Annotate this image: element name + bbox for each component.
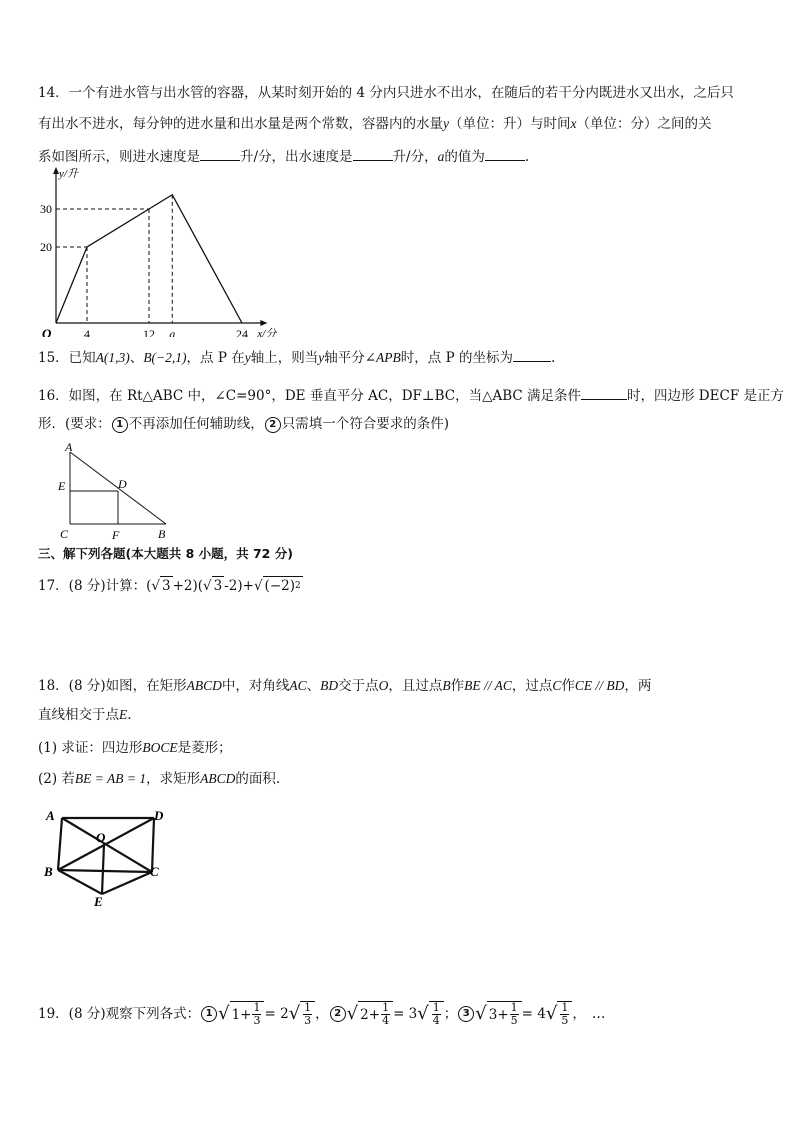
numerator: 1 xyxy=(304,1001,312,1014)
equation: BE = AB = 1 xyxy=(74,771,147,786)
sqrt-3: √ 3 xyxy=(203,577,223,594)
answer-blank-p[interactable] xyxy=(513,347,551,362)
separator: ； xyxy=(443,1006,458,1022)
q18-text: 18．(8 分)如图，在矩形 xyxy=(38,678,187,694)
q14-line-1 xyxy=(38,84,734,102)
var-y: y xyxy=(318,350,325,365)
q18-text: 是菱形； xyxy=(177,740,232,756)
q18-text: 直线相交于点 xyxy=(38,707,119,723)
answer-blank-condition[interactable] xyxy=(581,385,627,400)
expr-term: 2+ xyxy=(360,1006,381,1023)
q18-text: 作 xyxy=(561,678,575,694)
q17-text: +2)( xyxy=(172,577,203,594)
sqrt-3: √ 3 xyxy=(151,577,171,594)
q15-text: 15．已知 xyxy=(38,350,96,366)
diag-bd: BD xyxy=(320,678,339,693)
point-a: A(1,3) xyxy=(95,350,130,365)
var-x: x xyxy=(570,116,577,131)
q14-text: 有出水不进水，每分钟的进水量和出水量是两个常数，容器内的水量 xyxy=(38,116,443,132)
fraction xyxy=(510,1002,519,1027)
circled-number-3: 3 xyxy=(458,1006,474,1022)
q17-text: -2)+ xyxy=(224,577,254,594)
q16-text: 时，四边形 DECF 是正方 xyxy=(627,388,784,404)
section-header: 三、解下列各题(本大题共 8 小题，共 72 分) xyxy=(38,546,293,561)
q15-text: 轴上，则当 xyxy=(250,350,319,366)
denominator: 3 xyxy=(253,1014,261,1027)
q18-text: ，两 xyxy=(624,678,652,694)
var-a: a xyxy=(437,149,445,164)
segment-ce xyxy=(102,872,152,894)
q18-line-1 xyxy=(38,677,651,695)
q17-line xyxy=(38,576,303,595)
denominator: 3 xyxy=(304,1014,312,1027)
denominator: 4 xyxy=(382,1014,390,1027)
q18-part-1 xyxy=(38,739,232,757)
rectangle-rhombus-figure xyxy=(40,806,175,911)
circled-number-2: 2 xyxy=(265,417,281,433)
separator: ， xyxy=(315,1006,329,1022)
numerator: 1 xyxy=(510,1001,518,1014)
equals-coefficient: = 2 xyxy=(264,1006,289,1022)
y-tick-label: 30 xyxy=(40,202,52,216)
answer-blank-outflow[interactable] xyxy=(353,146,393,161)
x-axis-arrow xyxy=(260,320,267,326)
label-a: A xyxy=(65,440,73,454)
ellipsis: … xyxy=(591,1006,606,1022)
q18-line-2 xyxy=(38,706,132,724)
q14-line-2 xyxy=(38,115,712,133)
q19-text: 19．(8 分)观察下列各式： xyxy=(38,1006,201,1022)
q16-text: 形．(要求： xyxy=(38,416,111,432)
q16-text: 不再添加任何辅助线， xyxy=(128,416,264,432)
q16-text: 只需填一个符合要求的条件) xyxy=(281,416,450,432)
q18-text: ，过点 xyxy=(511,678,553,694)
var-y: y xyxy=(443,116,449,131)
label-b: B xyxy=(44,864,53,879)
q15-text: 轴平分 xyxy=(324,350,365,366)
equals-coefficient: = 3 xyxy=(393,1006,418,1022)
label-e: E xyxy=(58,479,66,493)
label-o: O xyxy=(96,830,106,845)
exponent: 2 xyxy=(294,581,301,591)
q16-line-2 xyxy=(38,415,449,433)
sqrt-fraction: √ $\frac{1}{3}$ xyxy=(289,1001,315,1027)
y-tick-label: 20 xyxy=(40,240,52,254)
x-tick-label: 12 xyxy=(143,327,155,337)
q17-text: 17．(8 分)计算：( xyxy=(38,577,152,594)
q14-text: 系如图所示，则进水速度是 xyxy=(38,149,200,165)
be-parallel-ac: BE // AC xyxy=(464,678,512,693)
fraction xyxy=(432,1002,441,1027)
q14-text: （单位：分）之间的关 xyxy=(576,116,712,132)
fraction xyxy=(381,1002,390,1027)
label-d: D xyxy=(118,477,127,491)
equals-coefficient: = 4 xyxy=(521,1006,546,1022)
fraction xyxy=(303,1002,312,1027)
q14-text: （单位：升）与时间 xyxy=(449,116,571,132)
sqrt-neg2-squared: √ (−2) 2 xyxy=(253,577,301,594)
q16-line-1 xyxy=(38,385,784,405)
circled-number-2: 2 xyxy=(330,1006,346,1022)
q14-text: 的值为 xyxy=(444,149,485,165)
label-a: A xyxy=(46,808,55,823)
numerator: 1 xyxy=(382,1001,390,1014)
q18-text: 作 xyxy=(450,678,465,694)
q14-text: 升/分，出水速度是 xyxy=(240,149,353,165)
fraction xyxy=(560,1002,569,1027)
radicand: 3 xyxy=(161,578,171,594)
q14-text: . xyxy=(524,149,530,165)
label-d: D xyxy=(154,808,164,823)
var-y: y xyxy=(244,350,251,365)
circled-number-1: 1 xyxy=(201,1006,217,1022)
point-e: E xyxy=(119,707,128,722)
point-c: C xyxy=(552,678,562,693)
diag-bd xyxy=(58,818,154,870)
radicand: (−2) xyxy=(264,578,295,594)
rect-abcd: ABCD xyxy=(186,678,222,693)
q18-text: (2) 若 xyxy=(38,771,75,787)
triangle-figure xyxy=(50,438,180,542)
q14-text: 升/分， xyxy=(392,149,438,165)
q18-text: ，求矩形 xyxy=(146,771,201,787)
answer-blank-a[interactable] xyxy=(485,146,525,161)
x-tick-label: a xyxy=(169,327,176,337)
numerator: 1 xyxy=(432,1001,440,1014)
sqrt-expression: √ 2+ $\frac{1}{4}$ xyxy=(347,1001,393,1027)
q18-text: ，且过点 xyxy=(388,678,443,694)
label-f: F xyxy=(112,528,120,542)
y-axis-label: y/升 xyxy=(59,168,78,180)
q14-line-3 xyxy=(38,146,529,166)
q15-text: ，点 P 在 xyxy=(186,350,245,366)
point-o: O xyxy=(378,678,389,693)
q14-text: 14．一个有进水管与出水管的容器，从某时刻开始的 4 分内只进水不出水，在随后的若干分内既进水又出水，之后只 xyxy=(38,85,734,101)
diag-ac: AC xyxy=(289,678,307,693)
numerator: 1 xyxy=(253,1001,261,1014)
point-b: B(−2,1) xyxy=(143,350,187,365)
ce-parallel-bd: CE // BD xyxy=(574,678,625,693)
q18-text: (1) 求证：四边形 xyxy=(38,740,143,756)
denominator: 5 xyxy=(561,1014,569,1027)
edge-cb xyxy=(58,870,152,872)
sqrt-expression: √ 1+ $\frac{1}{3}$ xyxy=(218,1001,264,1027)
separator: ， xyxy=(572,1006,586,1022)
sqrt-expression: √ 3+ $\frac{1}{5}$ xyxy=(475,1001,521,1027)
q18-text: 交于点 xyxy=(338,678,379,694)
denominator: 5 xyxy=(510,1014,518,1027)
fraction xyxy=(252,1002,261,1027)
label-b: B xyxy=(158,527,166,541)
q19-line xyxy=(38,1000,605,1028)
q18-text: 、 xyxy=(306,678,321,694)
q18-text: . xyxy=(127,707,132,723)
radicand: 3 xyxy=(213,578,223,594)
angle-apb: ∠APB xyxy=(364,350,401,365)
circled-number-1: 1 xyxy=(112,417,128,433)
q15-text: . xyxy=(550,350,556,366)
label-e: E xyxy=(94,894,103,909)
numerator: 1 xyxy=(561,1001,569,1014)
x-tick-label: 24 xyxy=(236,327,248,337)
q18-text: 中，对角线 xyxy=(221,678,290,694)
label-c: C xyxy=(60,527,69,541)
x-tick-label: 4 xyxy=(84,327,90,337)
segment-oe xyxy=(102,844,104,894)
edge-ba xyxy=(58,818,62,870)
expr-term: 3+ xyxy=(488,1006,509,1023)
origin-label: O xyxy=(42,326,52,337)
q15-text: 时，点 P 的坐标为 xyxy=(400,350,513,366)
point-b: B xyxy=(442,678,451,693)
quad-boce: BOCE xyxy=(142,740,178,755)
x-axis-label: x/分 xyxy=(257,328,277,337)
q15-text: 、 xyxy=(129,350,144,366)
q16-text: 16．如图，在 Rt△ABC 中，∠C=90°，DE 垂直平分 AC，DF⊥BC，当△ABC 满足条件 xyxy=(38,388,582,404)
denominator: 4 xyxy=(432,1014,440,1027)
q18-part-2 xyxy=(38,770,280,788)
answer-blank-inflow[interactable] xyxy=(200,146,240,161)
water-volume-chart xyxy=(30,165,290,337)
sqrt-fraction: √ $\frac{1}{4}$ xyxy=(417,1001,443,1027)
sqrt-fraction: √ $\frac{1}{5}$ xyxy=(546,1001,572,1027)
segment-be xyxy=(58,870,102,894)
q18-text: 的面积. xyxy=(235,771,281,787)
expr-term: 1+ xyxy=(231,1006,252,1023)
q15-line xyxy=(38,347,555,367)
label-c: C xyxy=(150,864,159,879)
rect-abcd: ABCD xyxy=(200,771,236,786)
